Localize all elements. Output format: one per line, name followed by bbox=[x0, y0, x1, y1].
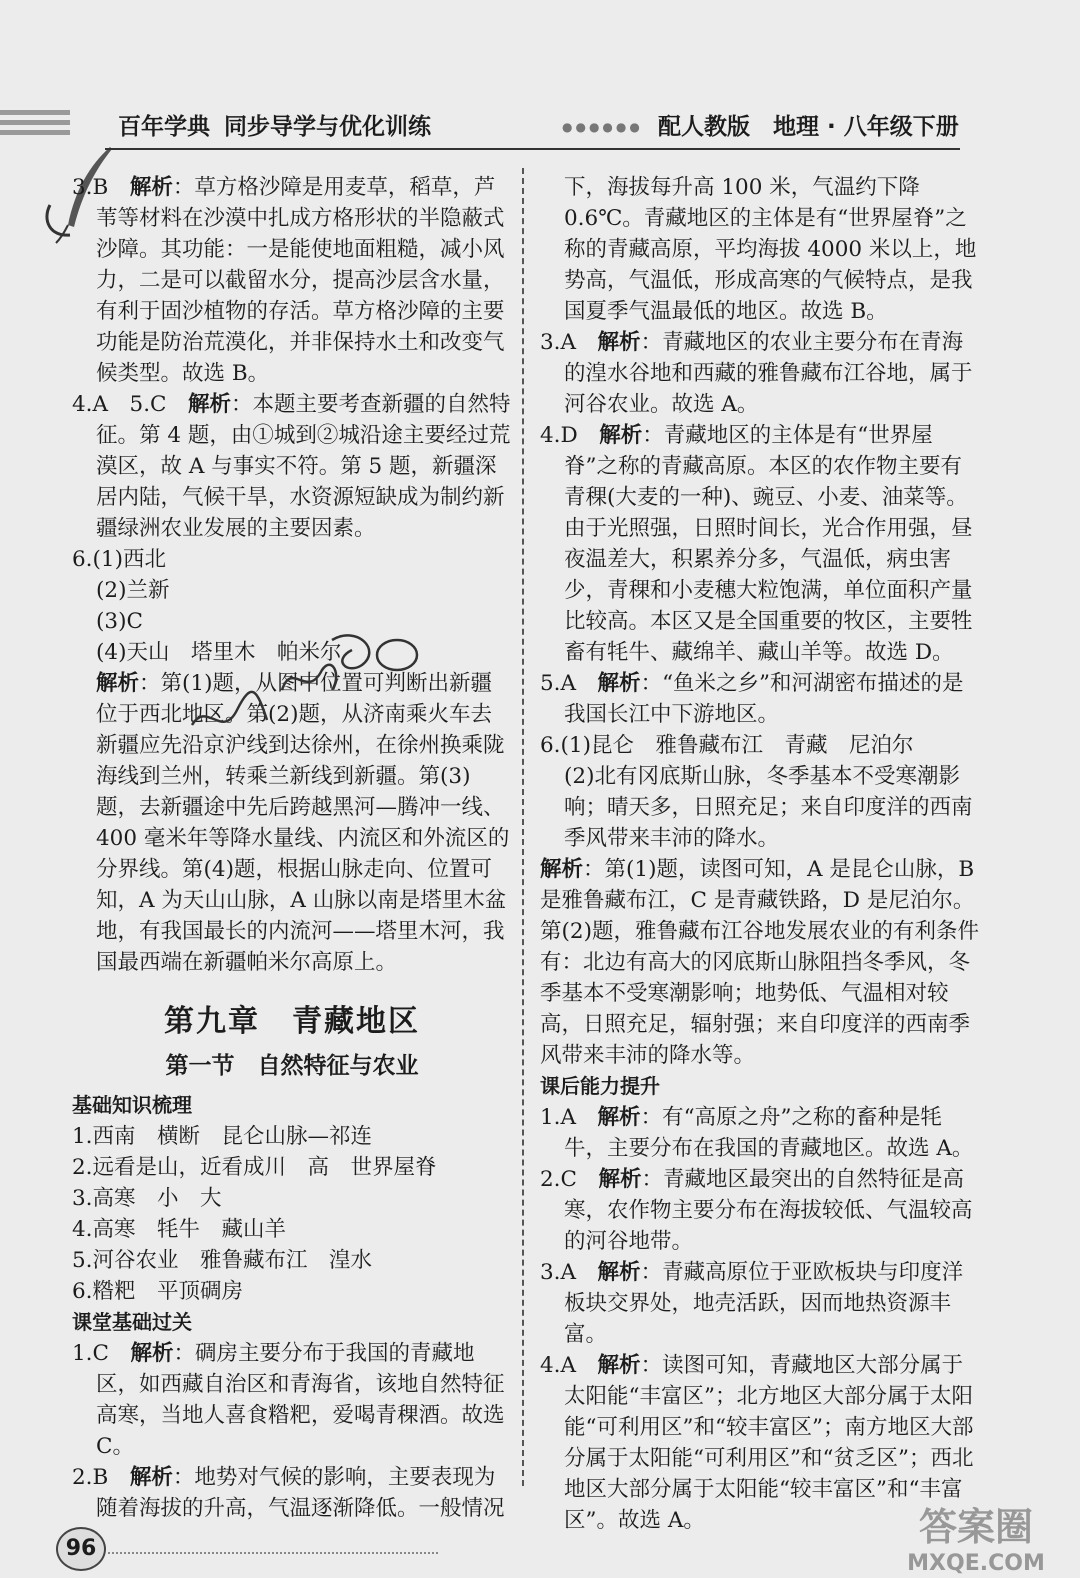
header-dots: ●●●●●● bbox=[562, 120, 643, 134]
list-item: 1.西南 横断 昆仑山脉—祁连 bbox=[72, 1124, 373, 1149]
answer-item: 2.B 解析：地势对气候的影响，主要表现为随着海拔的升高，气温逐渐降低。一般情况 bbox=[72, 1465, 505, 1521]
answer-item: 6.(1)西北 bbox=[72, 547, 166, 572]
handwriting-scribble bbox=[182, 630, 442, 760]
answer-subitem: (3)C bbox=[96, 609, 143, 634]
answer-item: 4.A 解析：读图可知，青藏地区大部分属于太阳能“丰富区”；北方地区大部分属于太阳能“可利用区”和“较丰富区”；南方地区大部分属于太阳能“可利用区”和“贫乏区”；西北地区大部分属于太阳能“较丰富区”和“丰富区”。故选 A。 bbox=[540, 1353, 974, 1533]
left-column bbox=[72, 172, 512, 1524]
answer-continuation: 下，海拔每升高 100 米，气温约下降 0.6℃。青藏地区的主体是有“世界屋脊”之称的青藏高原，平均海拔 4000 米以上，地势高，气温低，形成高寒的气候特点，是我国夏季气温最低的地区。故选 B。 bbox=[564, 175, 977, 324]
list-item: 2.远看是山，近看成川 高 世界屋脊 bbox=[72, 1155, 437, 1180]
section-heading: 课堂基础过关 bbox=[72, 1310, 192, 1334]
answer-item: 1.A 解析：有“高原之舟”之称的畜种是牦牛，主要分布在我国的青藏地区。故选 A。 bbox=[540, 1105, 974, 1161]
answer-item: 3.B 解析：草方格沙障是用麦草，稻草，芦苇等材料在沙漠中扎成方格形状的半隐蔽式沙障。其功能：一是能使地面粗糙，减小风力，二是可以截留水分，提高沙层含水量，有利于固沙植物的存活。草方格沙障的主要功能是防治荒漠化，并非保持水土和改变气候类型。故选 B。 bbox=[72, 175, 505, 386]
section-heading: 基础知识梳理 bbox=[72, 1093, 192, 1117]
answer-subitem: (2)兰新 bbox=[96, 578, 170, 603]
chapter-title: 第九章 青藏地区 bbox=[164, 1004, 420, 1039]
page-number: 96 bbox=[56, 1527, 106, 1571]
header-rule bbox=[105, 148, 960, 150]
answer-item: 5.A 解析：“鱼米之乡”和河湖密布描述的是我国长江中下游地区。 bbox=[540, 671, 964, 727]
right-column bbox=[540, 172, 980, 1536]
answer-item: 3.A 解析：青藏地区的农业主要分布在青海的湟水谷地和西藏的雅鲁藏布江谷地，属于河谷农业。故选 A。 bbox=[540, 330, 973, 417]
header-title bbox=[118, 108, 431, 141]
answer-explanation: 解析：第(1)题，从图中位置可判断出新疆位于西北地区。第(2)题，从济南乘火车去新疆应先沿京沪线到达徐州，在徐州换乘陇海线到兰州，转乘兰新线到新疆。第(3)题，去新疆途中先后跨越黑河—腾冲一线、400 毫米年等降水量线、内流区和外流区的分界线。第(4)题，根据山脉走向、位置可知，A 为天山山脉，A 山脉以南是塔里木盆地，有我国最长的内流河——塔里木河，我国最西端在新疆帕米尔高原上。 bbox=[96, 671, 510, 975]
list-item: 4.高寒 牦牛 藏山羊 bbox=[72, 1217, 287, 1242]
watermark-url: MXQE.COM bbox=[907, 1551, 1045, 1576]
list-item: 3.高寒 小 大 bbox=[72, 1186, 222, 1211]
edition-info: 配人教版 地理 · 八年级下册 bbox=[658, 114, 959, 140]
answer-subitem: (2)北有冈底斯山脉，冬季基本不受寒潮影响；晴天多，日照充足；来自印度洋的西南季风带来丰沛的降水。 bbox=[564, 764, 973, 851]
answer-explanation: 解析：第(1)题，读图可知，A 是昆仑山脉，B 是雅鲁藏布江，C 是青藏铁路，D 是尼泊尔。第(2)题，雅鲁藏布江谷地发展农业的有利条件有：北边有高大的冈底斯山脉阻挡冬季风，冬季基本不受寒潮影响；地势低、气温相对较高，日照充足，辐射强；来自印度洋的西南季风带来丰沛的降水等。 bbox=[540, 857, 979, 1068]
footer-dots bbox=[108, 1552, 438, 1554]
answer-item: 3.A 解析：青藏高原位于亚欧板块与印度洋板块交界处，地壳活跃，因而地热资源丰富。 bbox=[540, 1260, 964, 1347]
answer-item: 6.(1)昆仑 雅鲁藏布江 青藏 尼泊尔 bbox=[540, 733, 914, 758]
answer-item: 1.C 解析：碉房主要分布于我国的青藏地区，如西藏自治区和青海省，该地自然特征高寒，当地人喜食糌粑，爱喝青稞酒。故选 C。 bbox=[72, 1341, 505, 1459]
column-divider bbox=[522, 168, 524, 1486]
answer-item: 4.A 5.C 解析：本题主要考查新疆的自然特征。第 4 题，由①城到②城沿途主要经过荒漠区，故 A 与事实不符。第 5 题，新疆深居内陆，气候干旱，水资源短缺成为制约新疆绿洲农业发展的主要因素。 bbox=[72, 392, 511, 541]
section-heading: 课后能力提升 bbox=[540, 1074, 660, 1098]
brand-name: 百年学典 bbox=[118, 114, 210, 140]
list-item: 6.糌粑 平顶碉房 bbox=[72, 1279, 244, 1304]
page-header bbox=[0, 90, 1080, 160]
answer-subitem: (4)天山 塔里木 帕米尔 bbox=[96, 640, 342, 665]
watermark-logo bbox=[876, 1498, 1076, 1576]
watermark-text: 答案圈 bbox=[918, 1505, 1034, 1549]
answer-item: 2.C 解析：青藏地区最突出的自然特征是高寒，农作物主要分布在海拔较低、气温较高的河谷地带。 bbox=[540, 1167, 973, 1254]
answer-item: 4.D 解析：青藏地区的主体是有“世界屋脊”之称的青藏高原。本区的农作物主要有青稞(大麦的一种)、豌豆、小麦、油菜等。由于光照强，日照时间长，光合作用强，昼夜温差大，积累养分多，气温低，病虫害少，青稞和小麦穗大粒饱满，单位面积产量比较高。本区又是全国重要的牧区，主要牲畜有牦牛、藏绵羊、藏山羊等。故选 D。 bbox=[540, 423, 973, 665]
book-subtitle: 同步导学与优化训练 bbox=[224, 114, 431, 140]
header-decoration bbox=[0, 110, 70, 140]
lesson-title: 第一节 自然特征与农业 bbox=[165, 1053, 419, 1079]
list-item: 5.河谷农业 雅鲁藏布江 湟水 bbox=[72, 1248, 373, 1273]
